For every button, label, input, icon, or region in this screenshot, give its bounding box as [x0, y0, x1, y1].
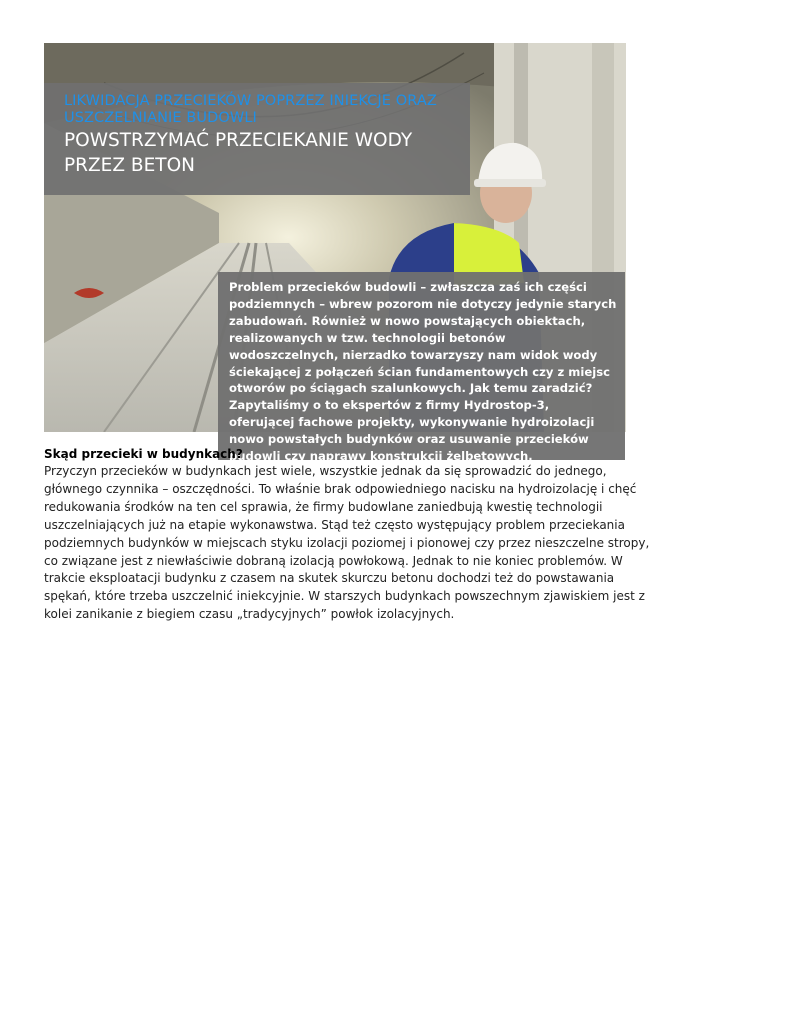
article-title: POWSTRZYMAĆ PRZECIEKANIE WODY PRZEZ BETON: [64, 130, 413, 176]
section-body: Przyczyn przecieków w budynkach jest wiele, wszystkie jednak da się sprowadzić do jednego, głównego czynnika – oszczędności. To właśnie brak odpowiedniego nacisku na hydroizolację i chęć redukowania środków na ten cel sprawia, że firmy budowlane zaniedbują kwestię technologii uszczelniających już na etapie wykonawstwa. Stąd też często występujący problem przeciekania podziemnych budynków w miejscach styku izolacji poziomej i pionowej czy przez nieszczelne stropy, co związane jest z niewłaściwie dobraną izolacją powłokową. Jednak to nie koniec problemów. W trakcie eksploatacji budynku z czasem na skutek skurczu betonu dochodzi też do powstawania spękań, które trzeba uszczelnić iniekcyjnie. W starszych budynkach powszechnym zjawiskiem jest z kolei zanikanie z biegiem czasu „tradycyjnych” powłok izolacyjnych.: [44, 464, 650, 622]
lead-overlay: [218, 272, 625, 464]
section-heading: Skąd przecieki w budynkach?: [44, 447, 243, 461]
article-lead: Problem przecieków budowli – zwłaszcza zaś ich części podziemnych – wbrew pozorom nie dotyczy jedynie starych zabudowań. Również w nowo powstających obiektach, realizowanych w tzw. technologii betonów wodoszczelnych, nierzadko towarzyszy nam widok wody ściekającej z połączeń ścian fundamentowych czy z miejsc otworów po ściągach szalunkowych. Jak temu zaradzić? Zapytaliśmy o to ekspertów z firmy Hydrostop-3, oferującej fachowe projekty, wykonywanie hydroizolacji nowo powstałych budynków oraz usuwanie przecieków budowli czy naprawy konstrukcji żelbetowych.: [229, 280, 617, 464]
title-overlay: [44, 83, 470, 195]
article-supertitle: LIKWIDACJA PRZECIEKÓW POPRZEZ INIEKCJE ORAZ USZCZELNIANIE BUDOWLI: [64, 93, 437, 126]
